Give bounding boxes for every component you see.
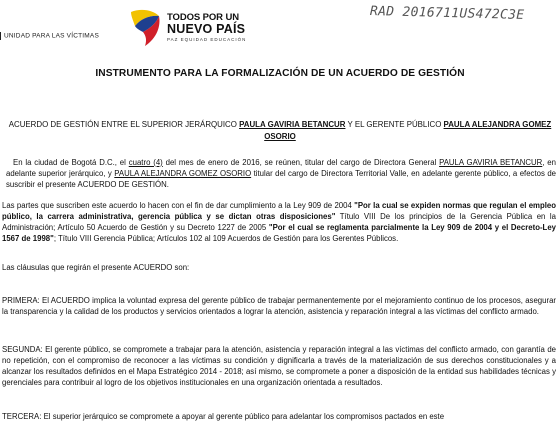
document-title: INSTRUMENTO PARA LA FORMALIZACIÓN DE UN ACUERDO DE GESTIÓN	[95, 68, 465, 79]
agreement-parties	[6, 119, 554, 143]
decree-1227-title: "Por el cual se reglamenta parcialmente la Ley 909 de 2004 y el Decreto-Ley 1567 de 1998"	[2, 223, 556, 243]
intro-text-3: , en adelante superior jerárquico, y	[6, 158, 556, 178]
clause-segunda	[2, 344, 556, 388]
colombia-flag-logo-icon	[127, 6, 163, 50]
logo-line-3: PAZ EQUIDAD EDUCACIÓN	[167, 37, 247, 42]
intro-text-4: titular del cargo de Directora Territorial Valle, en adelante gerente público, a efectos de suscribir el presente ACUERDO DE GESTIÓN.	[6, 169, 556, 189]
clause-tercera-label: TERCERA:	[2, 412, 42, 421]
logo-text	[167, 13, 246, 42]
superior-name: PAULA GAVIRIA BETANCUR	[239, 120, 346, 129]
clause-primera	[2, 295, 556, 317]
intro-superior-name: PAULA GAVIRIA BETANCUR	[439, 158, 543, 167]
intro-text-1: En la ciudad de Bogotá D.C., el	[13, 158, 129, 167]
letterhead	[0, 0, 560, 62]
agreement-prefix: ACUERDO DE GESTIÓN ENTRE EL SUPERIOR JERÁRQUICO	[8, 120, 240, 129]
logo-line-2: NUEVO PAÍS	[167, 22, 246, 36]
clause-tercera	[2, 411, 556, 422]
handwritten-rad-number: RAD 2016711US472C3E	[369, 3, 525, 24]
agreement-middle: Y EL GERENTE PÚBLICO	[345, 120, 444, 129]
government-logo	[127, 6, 277, 56]
intro-paragraph	[6, 157, 556, 190]
unit-name	[0, 32, 99, 40]
meeting-day: cuatro (4)	[128, 158, 163, 167]
clauses-intro: Las cláusulas que regirán el presente ACUERDO son:	[2, 263, 190, 272]
clause-tercera-text: El superior jerárquico se compromete a apoyar al gerente público para adelantar los compromisos pactados en este	[41, 412, 445, 421]
law-909-title: "Por la cual se expiden normas que regulan el empleo público, la carrera administrativa, gerencia pública y se dictan otras disposiciones"	[2, 201, 557, 221]
clause-primera-text: El ACUERDO implica la voluntad expresa del gerente público de trabajar permanentemente por el mejoramiento continuo de los procesos, asegurar la transparencia y la calidad de los productos y servicios orientados a lograr la atención, asistencia y reparación integral a las víctimas del conflicto armado.	[2, 296, 556, 316]
clause-primera-label: PRIMERA:	[2, 296, 40, 305]
legal-text-3: ; Título VIII Gerencia Pública; Artículos 102 al 109 Acuerdos de Gestión para los Gerentes Públicos.	[53, 234, 399, 243]
intro-manager-name: PAULA ALEJANDRA GOMEZ OSORIO	[114, 169, 252, 178]
clause-segunda-text: El gerente público, se compromete a trabajar para la atención, asistencia y reparación integral a las víctimas del conflicto armado, con garantía de no repetición, con el compromiso de reconocer a las víctimas su condición y dignificarla a través de la materialización de sus derechos constitucionales y a alcanzar los resultados definidos en el Mapa Estratégico 2014 - 2018; así mismo, se compromete a poner a disposición de la entidad sus habilidades técnicas y gerenciales para contribuir al logro de los objetivos institucionales en una organización orientada a resultados.	[2, 345, 556, 387]
intro-text-2: del mes de enero de 2016, se reúnen, titular del cargo de Directora General	[162, 158, 440, 167]
legal-text-1: Las partes que suscriben este acuerdo lo hacen con el fin de dar cumplimiento a la Ley 909 de 2004	[2, 201, 355, 210]
legal-text-2: Título VIII De los principios de la Gerencia Pública en la Administración; Artículo 50 Acuerdo de Gestión y su Decreto 1227 de 2005	[2, 212, 556, 232]
logo-line-1: TODOS POR UN	[167, 12, 239, 23]
unit-name-text: UNIDAD PARA LAS VÍCTIMAS	[4, 32, 99, 40]
clause-segunda-label: SEGUNDA:	[2, 345, 43, 354]
manager-name: PAULA ALEJANDRA GOMEZ OSORIO	[264, 120, 552, 141]
legal-basis-paragraph	[2, 200, 556, 244]
